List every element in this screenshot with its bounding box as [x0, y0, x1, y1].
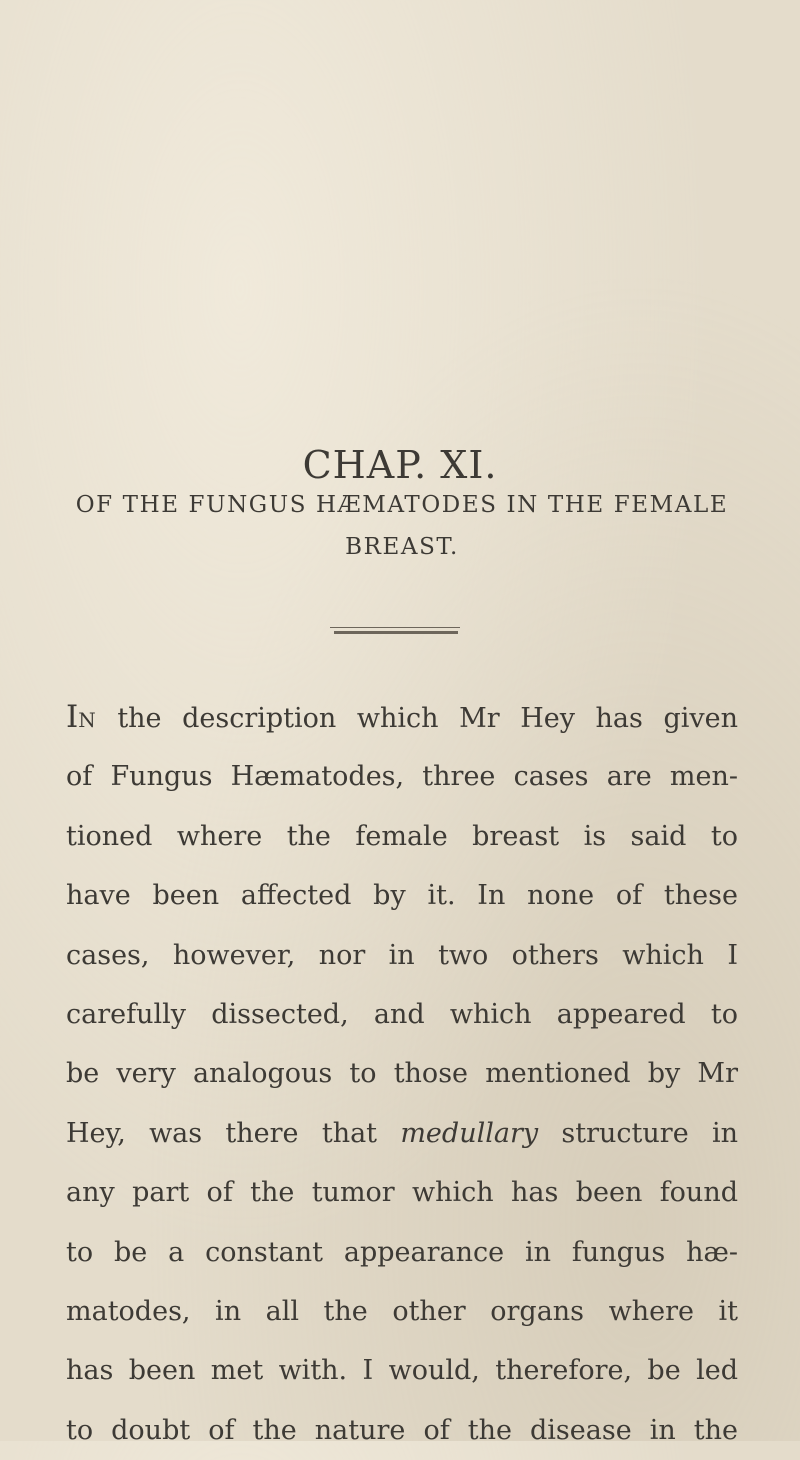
text-line-7: be very analogous to those mentioned by Mr	[66, 1058, 738, 1090]
text-line-8	[66, 1104, 738, 1163]
rule-thick-line	[334, 631, 458, 634]
text-line-10: to be a constant appearance in fungus hæ-	[66, 1236, 738, 1268]
chapter-title	[62, 484, 742, 568]
body-paragraph	[66, 688, 738, 1460]
text-line-5: cases, however, nor in two others which I	[66, 939, 738, 971]
text-line-9: any part of the tumor which has been found	[66, 1177, 738, 1209]
text-line-4: have been affected by it. In none of these	[66, 880, 738, 912]
initial-letter: I	[66, 699, 79, 735]
text-line-6: carefully dissected, and which appeared to	[66, 998, 738, 1030]
text-line-8-start: Hey, was there that	[66, 1117, 401, 1149]
chapter-title-line-2: BREAST.	[345, 534, 459, 560]
italic-term: medullary	[400, 1117, 539, 1149]
text-line-12: has been met with. I would, therefore, be led	[66, 1355, 738, 1387]
text-line-1-rest: the description which Mr Hey has given	[96, 703, 738, 734]
chapter-title-line-1: OF THE FUNGUS HÆMATODES IN THE FEMALE	[75, 492, 729, 518]
text-line-8-end: structure in	[538, 1117, 738, 1149]
rule-thin-line	[330, 627, 460, 628]
ornamental-rule	[330, 627, 460, 636]
text-line-2: of Fungus Hæmatodes, three cases are men-	[66, 761, 738, 793]
text-line-11: matodes, in all the other organs where it	[66, 1295, 738, 1327]
text-line-13: to doubt of the nature of the disease in the	[66, 1414, 738, 1446]
text-line-1	[66, 688, 738, 747]
chapter-heading: CHAP. XI.	[302, 443, 498, 487]
text-line-3: tioned where the female breast is said to	[66, 820, 738, 852]
initial-small-caps: N	[78, 708, 97, 732]
